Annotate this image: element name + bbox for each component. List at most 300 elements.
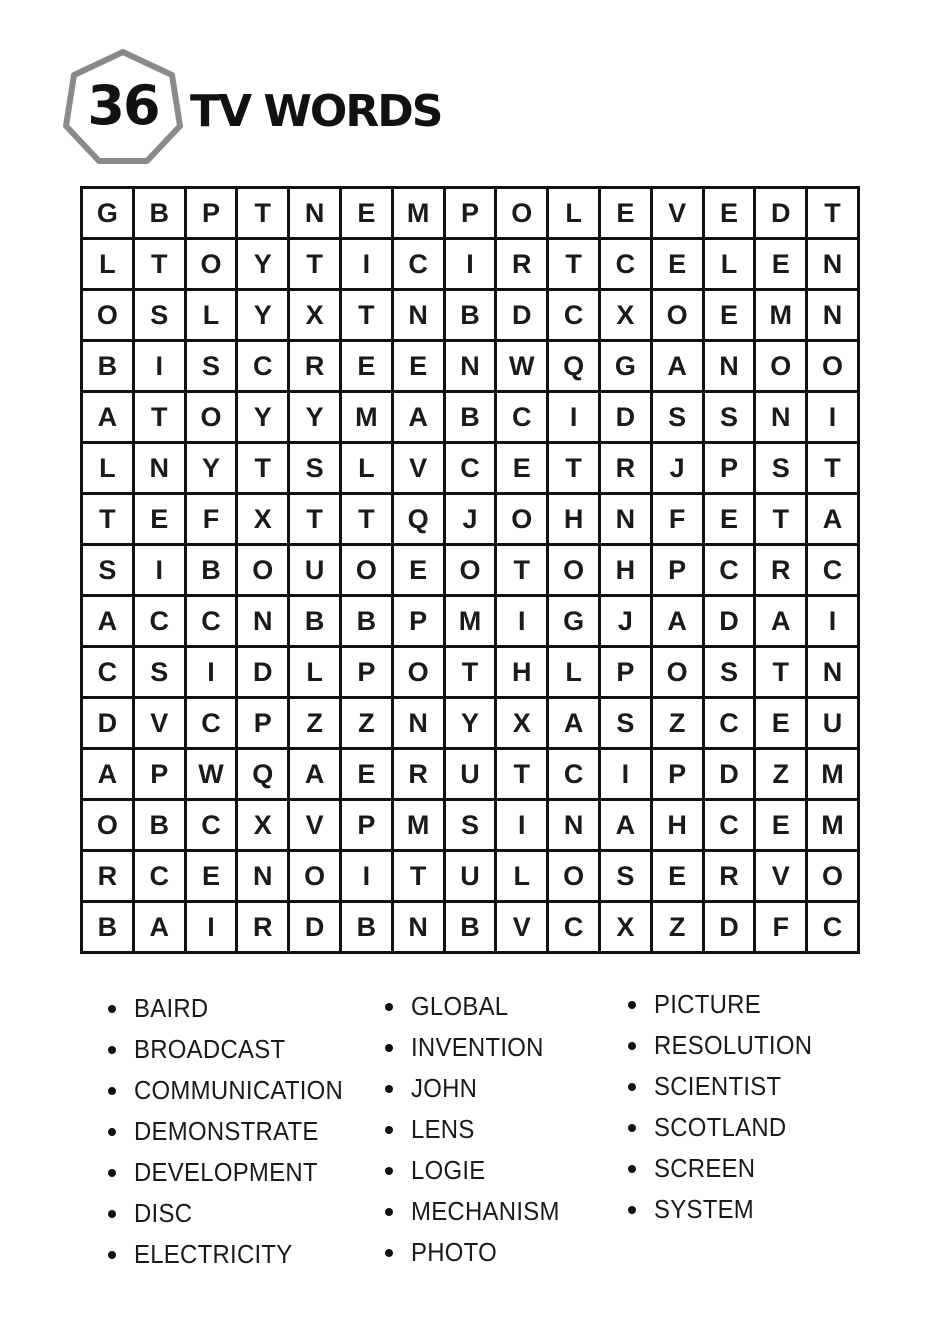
grid-cell[interactable]: C: [238, 342, 290, 393]
grid-cell[interactable]: O: [653, 648, 705, 699]
grid-cell[interactable]: P: [342, 801, 394, 852]
grid-cell[interactable]: R: [497, 240, 549, 291]
grid-cell[interactable]: H: [601, 546, 653, 597]
word-list-item: [108, 1152, 361, 1193]
grid-cell[interactable]: B: [135, 801, 187, 852]
word-list-item: [385, 986, 573, 1027]
grid-cell[interactable]: F: [756, 903, 808, 954]
grid-cell[interactable]: U: [446, 852, 498, 903]
grid-cell[interactable]: N: [394, 903, 446, 954]
grid-cell[interactable]: R: [83, 852, 135, 903]
grid-cell[interactable]: V: [135, 699, 187, 750]
grid-cell[interactable]: C: [187, 699, 239, 750]
grid-cell[interactable]: J: [446, 495, 498, 546]
grid-cell[interactable]: Q: [238, 750, 290, 801]
grid-cell[interactable]: O: [549, 546, 601, 597]
grid-cell[interactable]: P: [394, 597, 446, 648]
grid-cell[interactable]: A: [653, 597, 705, 648]
word-list-item: [628, 984, 826, 1025]
grid-cell[interactable]: I: [808, 393, 860, 444]
grid-cell[interactable]: H: [653, 801, 705, 852]
grid-cell[interactable]: O: [187, 240, 239, 291]
bullet-icon: [108, 1251, 116, 1259]
grid-cell[interactable]: I: [187, 903, 239, 954]
grid-cell[interactable]: F: [653, 495, 705, 546]
bullet-icon: [108, 1005, 116, 1013]
word-list-item: [628, 1189, 826, 1230]
word-list-item: [628, 1025, 826, 1066]
grid-cell[interactable]: N: [808, 291, 860, 342]
grid-cell[interactable]: C: [135, 597, 187, 648]
grid-cell[interactable]: E: [756, 240, 808, 291]
word-label: BAIRD: [134, 993, 209, 1023]
grid-cell[interactable]: T: [290, 495, 342, 546]
grid-cell[interactable]: Y: [290, 393, 342, 444]
grid-cell[interactable]: R: [601, 444, 653, 495]
grid-cell[interactable]: O: [756, 342, 808, 393]
bullet-icon: [628, 1165, 636, 1173]
grid-cell[interactable]: Y: [238, 291, 290, 342]
grid-cell[interactable]: Z: [342, 699, 394, 750]
grid-row: [83, 291, 860, 342]
word-list-item: [108, 1111, 361, 1152]
bullet-icon: [108, 1046, 116, 1054]
word-search-grid: [80, 186, 860, 954]
grid-cell[interactable]: L: [290, 648, 342, 699]
grid-row: [83, 597, 860, 648]
grid-cell[interactable]: I: [135, 546, 187, 597]
grid-cell[interactable]: E: [705, 495, 757, 546]
grid-cell[interactable]: X: [238, 801, 290, 852]
puzzle-number-badge: [62, 46, 184, 168]
grid-cell[interactable]: T: [497, 546, 549, 597]
grid-cell[interactable]: A: [290, 750, 342, 801]
grid-cell[interactable]: O: [83, 801, 135, 852]
grid-cell[interactable]: T: [238, 189, 290, 240]
word-list-item: [385, 1150, 573, 1191]
grid-cell[interactable]: C: [705, 546, 757, 597]
grid-cell[interactable]: P: [446, 189, 498, 240]
word-label: GLOBAL: [411, 991, 509, 1021]
grid-cell[interactable]: M: [446, 597, 498, 648]
grid-cell[interactable]: D: [83, 699, 135, 750]
bullet-icon: [628, 1042, 636, 1050]
grid-cell[interactable]: N: [601, 495, 653, 546]
bullet-icon: [385, 1003, 393, 1011]
grid-cell[interactable]: L: [342, 444, 394, 495]
grid-row: [83, 393, 860, 444]
grid-cell[interactable]: V: [756, 852, 808, 903]
grid-cell[interactable]: O: [446, 546, 498, 597]
grid-row: [83, 801, 860, 852]
grid-row: [83, 444, 860, 495]
grid-cell[interactable]: P: [238, 699, 290, 750]
grid-cell[interactable]: E: [497, 444, 549, 495]
grid-cell[interactable]: T: [342, 291, 394, 342]
bullet-icon: [385, 1208, 393, 1216]
grid-cell[interactable]: B: [446, 393, 498, 444]
grid-cell[interactable]: G: [549, 597, 601, 648]
grid-cell[interactable]: L: [187, 291, 239, 342]
puzzle-header: [62, 46, 482, 166]
grid-cell[interactable]: Y: [238, 393, 290, 444]
grid-cell[interactable]: Z: [653, 699, 705, 750]
word-label: LOGIE: [411, 1155, 486, 1185]
grid-cell[interactable]: C: [83, 648, 135, 699]
grid-cell[interactable]: S: [705, 648, 757, 699]
grid-cell[interactable]: T: [808, 444, 860, 495]
grid-cell[interactable]: U: [808, 699, 860, 750]
grid-cell[interactable]: B: [83, 342, 135, 393]
grid-cell[interactable]: N: [135, 444, 187, 495]
word-list-item: [108, 1029, 361, 1070]
grid-cell[interactable]: P: [135, 750, 187, 801]
grid-cell[interactable]: V: [653, 189, 705, 240]
grid-cell[interactable]: E: [135, 495, 187, 546]
grid-cell[interactable]: E: [705, 291, 757, 342]
grid-row: [83, 189, 860, 240]
grid-cell[interactable]: P: [187, 189, 239, 240]
word-list-column-3: [628, 984, 826, 1230]
grid-row: [83, 903, 860, 954]
grid-cell[interactable]: B: [187, 546, 239, 597]
grid-cell[interactable]: O: [808, 852, 860, 903]
grid-cell[interactable]: E: [705, 189, 757, 240]
grid-cell[interactable]: Q: [394, 495, 446, 546]
grid-cell[interactable]: E: [653, 240, 705, 291]
grid-cell[interactable]: L: [549, 648, 601, 699]
grid-cell[interactable]: O: [549, 852, 601, 903]
grid-cell[interactable]: H: [549, 495, 601, 546]
grid-cell[interactable]: A: [601, 801, 653, 852]
word-list-column-1: [108, 988, 361, 1275]
word-label: MECHANISM: [411, 1196, 560, 1226]
grid-cell[interactable]: R: [705, 852, 757, 903]
word-list-item: [385, 1232, 573, 1273]
grid-cell[interactable]: A: [135, 903, 187, 954]
grid-cell[interactable]: B: [342, 903, 394, 954]
grid-cell[interactable]: E: [653, 852, 705, 903]
grid-cell[interactable]: V: [290, 801, 342, 852]
bullet-icon: [108, 1128, 116, 1136]
grid-cell[interactable]: C: [549, 750, 601, 801]
grid-cell[interactable]: A: [83, 597, 135, 648]
bullet-icon: [628, 1083, 636, 1091]
grid-cell[interactable]: Y: [187, 444, 239, 495]
grid-row: [83, 495, 860, 546]
bullet-icon: [385, 1126, 393, 1134]
grid-cell[interactable]: P: [342, 648, 394, 699]
grid-cell[interactable]: C: [808, 903, 860, 954]
grid-cell[interactable]: T: [756, 495, 808, 546]
grid-cell[interactable]: X: [497, 699, 549, 750]
grid-cell[interactable]: O: [497, 495, 549, 546]
grid-cell[interactable]: D: [497, 291, 549, 342]
word-label: SCIENTIST: [654, 1071, 782, 1101]
grid-cell[interactable]: V: [394, 444, 446, 495]
word-label: SCREEN: [654, 1153, 756, 1183]
grid-cell[interactable]: A: [653, 342, 705, 393]
grid-cell[interactable]: B: [446, 291, 498, 342]
grid-cell[interactable]: T: [83, 495, 135, 546]
grid-cell[interactable]: M: [394, 801, 446, 852]
grid-cell[interactable]: I: [135, 342, 187, 393]
grid-row: [83, 240, 860, 291]
puzzle-number: 36: [87, 73, 159, 137]
grid-cell[interactable]: T: [549, 444, 601, 495]
grid-cell[interactable]: C: [187, 597, 239, 648]
grid-cell[interactable]: U: [446, 750, 498, 801]
grid-cell[interactable]: E: [601, 189, 653, 240]
grid-cell[interactable]: S: [705, 393, 757, 444]
grid-cell[interactable]: F: [187, 495, 239, 546]
grid-cell[interactable]: I: [342, 240, 394, 291]
grid-cell[interactable]: L: [497, 852, 549, 903]
grid-cell[interactable]: M: [808, 750, 860, 801]
grid-cell[interactable]: N: [394, 699, 446, 750]
bullet-icon: [108, 1169, 116, 1177]
grid-cell[interactable]: S: [601, 852, 653, 903]
grid-cell[interactable]: D: [756, 189, 808, 240]
word-label: LENS: [411, 1114, 475, 1144]
grid-cell[interactable]: N: [394, 291, 446, 342]
grid-cell[interactable]: B: [342, 597, 394, 648]
word-label: DEMONSTRATE: [134, 1116, 319, 1146]
grid-cell[interactable]: N: [756, 393, 808, 444]
grid-cell[interactable]: U: [290, 546, 342, 597]
grid-cell[interactable]: S: [187, 342, 239, 393]
grid-cell[interactable]: P: [653, 750, 705, 801]
grid-cell[interactable]: Q: [549, 342, 601, 393]
grid-cell[interactable]: S: [135, 648, 187, 699]
grid-cell[interactable]: N: [808, 240, 860, 291]
grid-cell[interactable]: S: [83, 546, 135, 597]
grid-cell[interactable]: O: [83, 291, 135, 342]
grid-cell[interactable]: J: [653, 444, 705, 495]
grid-cell[interactable]: A: [756, 597, 808, 648]
grid-row: [83, 852, 860, 903]
grid-cell[interactable]: L: [705, 240, 757, 291]
grid-cell[interactable]: S: [601, 699, 653, 750]
grid-cell[interactable]: L: [83, 240, 135, 291]
grid-cell[interactable]: T: [549, 240, 601, 291]
word-label: SCOTLAND: [654, 1112, 787, 1142]
grid-cell[interactable]: N: [238, 852, 290, 903]
grid-cell[interactable]: O: [342, 546, 394, 597]
grid-cell[interactable]: B: [135, 189, 187, 240]
word-list-item: [108, 1070, 361, 1111]
grid-cell[interactable]: T: [290, 240, 342, 291]
grid-cell[interactable]: Z: [290, 699, 342, 750]
grid-cell[interactable]: C: [446, 444, 498, 495]
word-label: PHOTO: [411, 1237, 498, 1267]
grid-cell[interactable]: X: [601, 903, 653, 954]
grid-cell[interactable]: D: [705, 750, 757, 801]
grid-cell[interactable]: C: [549, 291, 601, 342]
grid-cell[interactable]: S: [446, 801, 498, 852]
grid-cell[interactable]: I: [808, 597, 860, 648]
word-label: JOHN: [411, 1073, 478, 1103]
bullet-icon: [628, 1206, 636, 1214]
word-list-item: [628, 1148, 826, 1189]
puzzle-title: TV WORDS: [190, 86, 442, 137]
grid-cell[interactable]: V: [497, 903, 549, 954]
grid-cell[interactable]: C: [394, 240, 446, 291]
grid-cell[interactable]: O: [497, 189, 549, 240]
grid-cell[interactable]: E: [342, 189, 394, 240]
word-label: SYSTEM: [654, 1194, 755, 1224]
word-label: PICTURE: [654, 989, 761, 1019]
grid-cell[interactable]: O: [808, 342, 860, 393]
grid-cell[interactable]: I: [446, 240, 498, 291]
grid-cell[interactable]: C: [705, 801, 757, 852]
grid-cell[interactable]: S: [135, 291, 187, 342]
grid-cell[interactable]: D: [601, 393, 653, 444]
grid-cell[interactable]: T: [808, 189, 860, 240]
grid-cell[interactable]: E: [756, 699, 808, 750]
grid-cell[interactable]: L: [549, 189, 601, 240]
grid-cell[interactable]: I: [497, 597, 549, 648]
grid-cell[interactable]: E: [756, 801, 808, 852]
grid-cell[interactable]: I: [497, 801, 549, 852]
grid-cell[interactable]: N: [549, 801, 601, 852]
grid-cell[interactable]: I: [601, 750, 653, 801]
grid-cell[interactable]: A: [549, 699, 601, 750]
grid-cell[interactable]: Z: [756, 750, 808, 801]
grid-cell[interactable]: M: [808, 801, 860, 852]
grid-cell[interactable]: P: [653, 546, 705, 597]
grid-cell[interactable]: P: [601, 648, 653, 699]
grid-cell[interactable]: T: [756, 648, 808, 699]
grid-cell[interactable]: B: [290, 597, 342, 648]
word-list: [0, 988, 940, 1288]
grid-cell[interactable]: X: [290, 291, 342, 342]
bullet-icon: [628, 1001, 636, 1009]
grid-cell[interactable]: O: [290, 852, 342, 903]
word-label: BROADCAST: [134, 1034, 286, 1064]
grid-cell[interactable]: N: [238, 597, 290, 648]
grid-row: [83, 699, 860, 750]
grid-cell[interactable]: D: [238, 648, 290, 699]
grid-cell[interactable]: A: [394, 393, 446, 444]
grid-cell[interactable]: E: [342, 342, 394, 393]
grid-cell[interactable]: G: [83, 189, 135, 240]
grid-cell[interactable]: R: [756, 546, 808, 597]
grid-cell[interactable]: I: [342, 852, 394, 903]
grid-cell[interactable]: N: [290, 189, 342, 240]
grid-cell[interactable]: T: [135, 240, 187, 291]
word-list-column-2: [385, 986, 573, 1273]
grid-cell[interactable]: T: [342, 495, 394, 546]
grid-cell[interactable]: H: [497, 648, 549, 699]
grid-cell[interactable]: C: [549, 903, 601, 954]
grid-cell[interactable]: T: [394, 852, 446, 903]
grid-cell[interactable]: N: [705, 342, 757, 393]
grid-cell[interactable]: E: [187, 852, 239, 903]
grid-cell[interactable]: T: [497, 750, 549, 801]
grid-cell[interactable]: S: [290, 444, 342, 495]
grid-cell[interactable]: W: [187, 750, 239, 801]
word-list-item: [108, 1234, 361, 1275]
grid-cell[interactable]: E: [394, 546, 446, 597]
grid-cell[interactable]: A: [808, 495, 860, 546]
grid-cell[interactable]: P: [705, 444, 757, 495]
grid-cell[interactable]: E: [342, 750, 394, 801]
grid-cell[interactable]: A: [83, 750, 135, 801]
grid-cell[interactable]: I: [549, 393, 601, 444]
word-label: DEVELOPMENT: [134, 1157, 318, 1187]
grid-cell[interactable]: O: [394, 648, 446, 699]
grid-cell[interactable]: D: [290, 903, 342, 954]
grid-cell[interactable]: D: [705, 597, 757, 648]
word-list-item: [385, 1191, 573, 1232]
grid-cell[interactable]: O: [187, 393, 239, 444]
word-label: DISC: [134, 1198, 193, 1228]
grid-cell[interactable]: R: [290, 342, 342, 393]
grid-cell[interactable]: T: [238, 444, 290, 495]
grid-cell[interactable]: I: [187, 648, 239, 699]
word-label: COMMUNICATION: [134, 1075, 344, 1105]
grid-cell[interactable]: X: [238, 495, 290, 546]
grid-cell[interactable]: S: [653, 393, 705, 444]
grid-row: [83, 546, 860, 597]
word-label: ELECTRICITY: [134, 1239, 293, 1269]
grid-cell[interactable]: Y: [446, 699, 498, 750]
grid-cell[interactable]: N: [446, 342, 498, 393]
grid-cell[interactable]: R: [394, 750, 446, 801]
grid-cell[interactable]: T: [135, 393, 187, 444]
grid-cell[interactable]: O: [238, 546, 290, 597]
grid-cell[interactable]: B: [446, 903, 498, 954]
grid-cell[interactable]: B: [83, 903, 135, 954]
grid-cell[interactable]: W: [497, 342, 549, 393]
grid-cell[interactable]: G: [601, 342, 653, 393]
word-list-item: [385, 1068, 573, 1109]
grid-cell[interactable]: T: [446, 648, 498, 699]
grid-cell[interactable]: A: [83, 393, 135, 444]
grid-cell[interactable]: C: [135, 852, 187, 903]
grid-cell[interactable]: C: [808, 546, 860, 597]
word-list-item: [108, 1193, 361, 1234]
grid-cell[interactable]: C: [497, 393, 549, 444]
grid-cell[interactable]: E: [394, 342, 446, 393]
grid-cell[interactable]: C: [601, 240, 653, 291]
grid-cell[interactable]: J: [601, 597, 653, 648]
grid-cell[interactable]: Z: [653, 903, 705, 954]
grid-cell[interactable]: X: [601, 291, 653, 342]
grid-cell[interactable]: M: [342, 393, 394, 444]
grid-cell[interactable]: O: [653, 291, 705, 342]
grid-cell[interactable]: L: [83, 444, 135, 495]
bullet-icon: [385, 1249, 393, 1257]
bullet-icon: [108, 1210, 116, 1218]
grid-cell[interactable]: D: [705, 903, 757, 954]
grid-cell[interactable]: M: [756, 291, 808, 342]
word-label: RESOLUTION: [654, 1030, 813, 1060]
grid-cell[interactable]: M: [394, 189, 446, 240]
grid-cell[interactable]: N: [808, 648, 860, 699]
bullet-icon: [108, 1087, 116, 1095]
grid-cell[interactable]: C: [187, 801, 239, 852]
bullet-icon: [385, 1167, 393, 1175]
bullet-icon: [628, 1124, 636, 1132]
grid-cell[interactable]: Y: [238, 240, 290, 291]
grid-cell[interactable]: R: [238, 903, 290, 954]
grid-cell[interactable]: S: [756, 444, 808, 495]
word-list-item: [108, 988, 361, 1029]
grid-cell[interactable]: C: [705, 699, 757, 750]
bullet-icon: [385, 1085, 393, 1093]
